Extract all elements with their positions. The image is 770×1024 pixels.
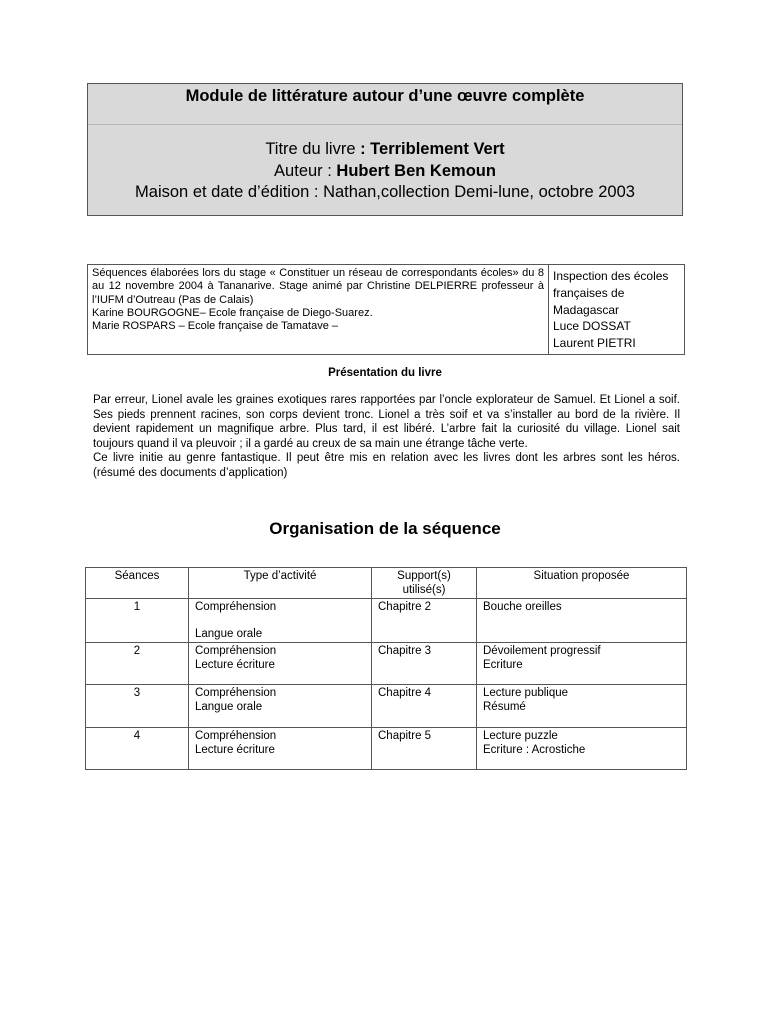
book-title-line bbox=[88, 140, 682, 159]
organisation-heading: Organisation de la séquence bbox=[269, 519, 501, 538]
title-box bbox=[87, 83, 683, 216]
activity-type: Lecture écriture bbox=[195, 744, 275, 756]
publisher-line: Maison et date d’édition : Nathan,collection Demi-lune, octobre 2003 bbox=[135, 183, 635, 201]
activity-type: Langue orale bbox=[195, 628, 263, 640]
activity-type: Compréhension bbox=[195, 645, 277, 657]
author-line bbox=[88, 162, 682, 181]
situation-cell bbox=[477, 599, 687, 643]
inspection-line: françaises de bbox=[553, 285, 625, 300]
presentation-paragraph: Ce livre initie au genre fantastique. Il peut être mis en relation avec les livres dont les arbres sont les héros. (résumé des documents d’application) bbox=[93, 452, 680, 479]
activity-type: Compréhension bbox=[195, 730, 277, 742]
seance-number: 1 bbox=[86, 599, 189, 643]
stage-participant-2: Marie ROSPARS – Ecole française de Tamatave – bbox=[92, 320, 338, 333]
inspection-cell bbox=[549, 265, 685, 355]
table-row bbox=[86, 728, 687, 770]
inspection-line: Luce DOSSAT bbox=[553, 319, 631, 334]
sequence-table bbox=[85, 567, 687, 770]
header-situation: Situation proposée bbox=[477, 568, 687, 599]
table-header-row bbox=[86, 568, 687, 599]
seance-number: 4 bbox=[86, 728, 189, 770]
situation: Résumé bbox=[483, 701, 526, 713]
stage-info-cell bbox=[88, 265, 549, 355]
author-label: Auteur : bbox=[274, 162, 337, 180]
situation: Bouche oreilles bbox=[483, 601, 562, 613]
header-support-line: Support(s) bbox=[397, 570, 451, 582]
activity-type: Lecture écriture bbox=[195, 659, 275, 671]
presentation-paragraph: Par erreur, Lionel avale les graines exotiques rares rapportées par l’oncle explorateur de Samuel. Et Lionel a soif. Ses pieds prennent racines, son corps devient tronc. Lionel a très soif et va s’installer au bord de la rivière. Il devient rapidement un magnifique arbre. Plus tard, il est libéré. L’arbre fait la curiosité du village. Lionel sait toujours quand il va pleuvoir ; il a gardé au creux de sa main une étrange tâche verte. bbox=[93, 394, 680, 450]
situation: Ecriture : Acrostiche bbox=[483, 744, 586, 756]
header-seances: Séances bbox=[86, 568, 189, 599]
situation: Lecture puzzle bbox=[483, 730, 558, 742]
author-value: Hubert Ben Kemoun bbox=[336, 162, 496, 180]
activity-type-cell bbox=[189, 728, 372, 770]
title-separator bbox=[88, 124, 682, 125]
inspection-line: Laurent PIETRI bbox=[553, 336, 636, 351]
table-row bbox=[86, 643, 687, 685]
situation-cell bbox=[477, 728, 687, 770]
header-support bbox=[372, 568, 477, 599]
seance-number: 3 bbox=[86, 685, 189, 728]
inspection-line: Inspection des écoles bbox=[553, 269, 669, 283]
activity-type-cell bbox=[189, 643, 372, 685]
inspection-line: Madagascar bbox=[553, 302, 620, 317]
activity-type: Compréhension bbox=[195, 601, 277, 613]
support-cell: Chapitre 4 bbox=[372, 685, 477, 728]
header-support-line: utilisé(s) bbox=[402, 584, 446, 596]
support-cell: Chapitre 5 bbox=[372, 728, 477, 770]
activity-type-cell bbox=[189, 685, 372, 728]
presentation-heading: Présentation du livre bbox=[328, 367, 442, 379]
situation-cell bbox=[477, 685, 687, 728]
table-row bbox=[86, 685, 687, 728]
info-table bbox=[87, 264, 685, 355]
book-title-value: : Terriblement Vert bbox=[360, 140, 505, 158]
table-row bbox=[86, 599, 687, 643]
stage-description: Séquences élaborées lors du stage « Constituer un réseau de correspondants écoles» du 8 au 12 novembre 2004 à Tananarive. Stage animé par Christine DELPIERRE professeur à l’IUFM d’Outreau (Pas de Calais) bbox=[92, 267, 544, 306]
header-type: Type d’activité bbox=[189, 568, 372, 599]
module-title: Module de littérature autour d’une œuvre complète bbox=[185, 87, 585, 105]
situation: Lecture publique bbox=[483, 687, 569, 699]
activity-type-cell bbox=[189, 599, 372, 643]
stage-participant-1: Karine BOURGOGNE– Ecole française de Diego-Suarez. bbox=[92, 306, 373, 319]
situation: Dévoilement progressif bbox=[483, 645, 601, 657]
book-title-label: Titre du livre bbox=[265, 140, 361, 158]
activity-type: Langue orale bbox=[195, 701, 263, 713]
seance-number: 2 bbox=[86, 643, 189, 685]
presentation-text bbox=[93, 393, 680, 480]
support-cell: Chapitre 3 bbox=[372, 643, 477, 685]
situation: Ecriture bbox=[483, 659, 523, 671]
situation-cell bbox=[477, 643, 687, 685]
support-cell: Chapitre 2 bbox=[372, 599, 477, 643]
activity-type: Compréhension bbox=[195, 687, 277, 699]
